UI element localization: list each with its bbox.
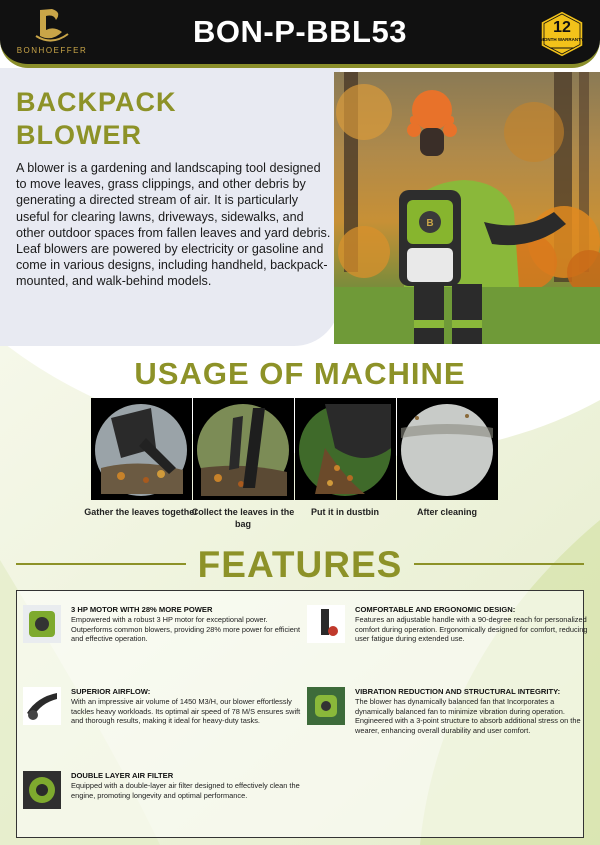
air-filter-icon <box>23 771 61 809</box>
engine-badge: B <box>426 218 434 229</box>
handle-icon <box>307 605 345 643</box>
usage-step <box>84 398 198 518</box>
usage-step <box>193 398 294 530</box>
feature-thumbnail <box>307 605 345 643</box>
after-cleaning-photo <box>397 398 498 500</box>
usage-step <box>397 398 498 518</box>
intro-heading <box>16 86 177 152</box>
feature-thumbnail <box>23 605 61 643</box>
airflow-icon <box>23 687 61 725</box>
usage-heading: USAGE OF MACHINE <box>134 356 466 391</box>
feature-thumbnail <box>307 687 345 725</box>
gather-leaves-photo <box>91 398 192 500</box>
features-box <box>16 590 588 838</box>
usage-step-image <box>397 398 498 500</box>
feature-title: DOUBLE LAYER AIR FILTER <box>71 771 174 780</box>
dustbin-photo <box>295 398 396 500</box>
header-bar <box>0 0 600 68</box>
feature-title: SUPERIOR AIRFLOW: <box>71 687 151 696</box>
intro-heading-line1: BACKPACK <box>16 87 177 117</box>
usage-step-image <box>295 398 396 500</box>
product-code-title: BON-P-BBL53 <box>193 14 407 49</box>
usage-step-caption: Put it in dustbin <box>311 507 379 517</box>
usage-step <box>295 398 396 518</box>
usage-step-caption: Collect the leaves in the bag <box>191 507 295 529</box>
usage-step-image <box>193 398 294 500</box>
intro-heading-line2: BLOWER <box>16 120 142 150</box>
warranty-number: 12 <box>553 19 571 36</box>
usage-step-caption: After cleaning <box>416 507 477 517</box>
intro-description: A blower is a gardening and landscaping tool designed to move leaves, grass clippings, and other debris by generating a directed stream of air. It is particularly useful for clearing lawns, driveways, sidewalks, and other outdoor spaces from fallen leaves and yard debris. Leaf blowers are powered by electricity or gasoline and come in various designs, including handheld, backpack-mounted, and walk-behind models. <box>16 161 331 289</box>
feature-description: With an impressive air volume of 1450 M3/H, our blower effortlessly tackles heavy workloads. Its optimal air speed of 78 M/S ensures swift and thorough results, making it ideal for heavy-duty tasks. <box>71 697 301 726</box>
collect-leaves-photo <box>193 398 294 500</box>
feature-description: The blower has dynamically balanced fan that Incorporates a dynamically balanced fan to minimize vibration during operation. Engineered with a 3-point structure to absorb additional stress on the wearer, enhancing overall durability and user comfort. <box>355 697 581 735</box>
warranty-badge <box>538 10 586 58</box>
features-heading: FEATURES <box>197 544 403 585</box>
usage-step-caption: Gather the leaves together <box>84 507 198 517</box>
feature-title: 3 HP MOTOR WITH 28% MORE POWER <box>71 605 213 614</box>
feature-title: VIBRATION REDUCTION AND STRUCTURAL INTEGRITY: <box>355 687 561 696</box>
motor-icon <box>23 605 61 643</box>
feature-title: COMFORTABLE AND ERGONOMIC DESIGN: <box>355 605 516 614</box>
vibration-icon <box>307 687 345 725</box>
brand-name: BONHOEFFER <box>16 46 88 55</box>
features-heading-row <box>0 544 600 584</box>
usage-step-image <box>91 398 192 500</box>
feature-thumbnail <box>23 771 61 809</box>
feature-description: Features an adjustable handle with a 90-degree reach for personalized comfort during operation. Ergonomically designed for comfort, reducing user fatigue during extended use. <box>355 615 588 644</box>
hero-photo <box>334 72 600 344</box>
worker-with-blower-illustration <box>334 72 600 344</box>
feature-description: Empowered with a robust 3 HP motor for exceptional power. Outperforms common blowers, providing 28% more power for efficient and effective operation. <box>71 615 301 644</box>
feature-description: Equipped with a double-layer air filter designed to effectively clean the engine, promoting longevity and optimal performance. <box>71 781 300 800</box>
feature-thumbnail <box>23 687 61 725</box>
warranty-label: MONTH WARRANTY <box>540 37 584 42</box>
